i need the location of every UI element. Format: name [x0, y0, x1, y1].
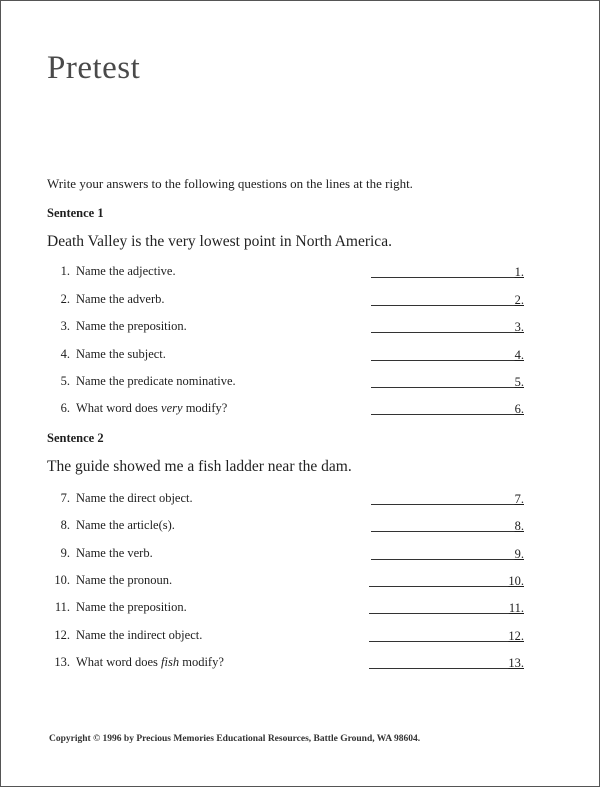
answer-line[interactable] — [371, 559, 524, 560]
sentence-text: Death Valley is the very lowest point in North America. — [47, 233, 392, 250]
answer-line[interactable] — [371, 387, 524, 388]
question-text: Name the direct object. — [76, 491, 193, 505]
question-number: 9. — [60, 546, 70, 560]
answer-line[interactable] — [371, 414, 524, 415]
answer-line[interactable] — [371, 360, 524, 361]
question-row — [47, 571, 527, 589]
question-number: 12. — [54, 628, 70, 642]
section-heading: Sentence 2 — [47, 431, 104, 445]
question-text-after: modify? — [179, 655, 224, 669]
answer-line[interactable] — [371, 531, 524, 532]
answer-line[interactable] — [371, 504, 524, 505]
question-row — [47, 317, 527, 335]
answer-number: 9. — [514, 547, 524, 561]
answer-number: 11. — [508, 601, 524, 615]
question-number: 7. — [60, 491, 70, 505]
question-text: Name the article(s). — [76, 518, 175, 532]
question-text: Name the adverb. — [76, 292, 165, 306]
question-row — [47, 516, 527, 534]
answer-line[interactable] — [371, 277, 524, 278]
question-text-emphasis: fish — [161, 655, 180, 669]
question-number: 2. — [60, 292, 70, 306]
answer-number: 6. — [514, 402, 524, 416]
question-text — [76, 653, 224, 671]
question-number: 13. — [54, 655, 70, 669]
answer-number: 3. — [514, 320, 524, 334]
answer-number: 4. — [514, 348, 524, 362]
question-number: 6. — [60, 401, 70, 415]
question-number: 5. — [60, 374, 70, 388]
instructions: Write your answers to the following questions on the lines at the right. — [47, 176, 413, 191]
answer-line[interactable] — [369, 613, 524, 614]
question-row — [47, 653, 527, 671]
answer-line[interactable] — [371, 305, 524, 306]
question-row — [47, 489, 527, 507]
question-text-after: modify? — [182, 401, 228, 415]
question-row — [47, 290, 527, 308]
question-text: Name the pronoun. — [76, 573, 173, 587]
answer-number: 1. — [514, 265, 524, 279]
question-text: Name the verb. — [76, 546, 153, 560]
answer-line[interactable] — [369, 668, 524, 669]
question-number: 11. — [54, 600, 70, 614]
section-heading: Sentence 1 — [47, 206, 104, 220]
question-row — [47, 262, 527, 280]
question-row — [47, 598, 527, 616]
question-number: 8. — [60, 518, 70, 532]
question-number: 1. — [60, 264, 70, 278]
question-row — [47, 345, 527, 363]
question-text: Name the subject. — [76, 347, 166, 361]
question-text: Name the indirect object. — [76, 628, 203, 642]
question-text — [76, 399, 227, 417]
answer-number: 5. — [514, 375, 524, 389]
question-text: Name the preposition. — [76, 319, 187, 333]
question-number: 4. — [60, 347, 70, 361]
question-text-emphasis: very — [161, 401, 183, 415]
question-number: 10. — [54, 573, 70, 587]
answer-number: 7. — [514, 492, 524, 506]
question-row — [47, 372, 527, 390]
answer-line[interactable] — [369, 641, 524, 642]
question-row — [47, 544, 527, 562]
answer-number: 8. — [514, 519, 524, 533]
sentence-text: The guide showed me a fish ladder near the dam. — [47, 458, 352, 475]
question-row — [47, 626, 527, 644]
question-text-before: What word does — [76, 655, 162, 669]
question-number: 3. — [60, 319, 70, 333]
question-text: Name the preposition. — [76, 600, 187, 614]
page-title: Pretest — [47, 50, 141, 86]
answer-number: 10. — [508, 574, 524, 588]
answer-line[interactable] — [371, 332, 524, 333]
answer-number: 2. — [514, 293, 524, 307]
section-sentence-2 — [47, 430, 527, 477]
question-text: Name the predicate nominative. — [76, 374, 236, 388]
question-text: Name the adjective. — [76, 264, 176, 278]
question-row — [47, 399, 527, 417]
answer-line[interactable] — [369, 586, 524, 587]
answer-number: 12. — [508, 629, 524, 643]
section-sentence-1 — [47, 205, 527, 252]
answer-number: 13. — [508, 656, 524, 670]
question-text-before: What word does — [76, 401, 162, 415]
copyright-notice: Copyright © 1996 by Precious Memories Educational Resources, Battle Ground, WA 98604. — [49, 734, 421, 744]
